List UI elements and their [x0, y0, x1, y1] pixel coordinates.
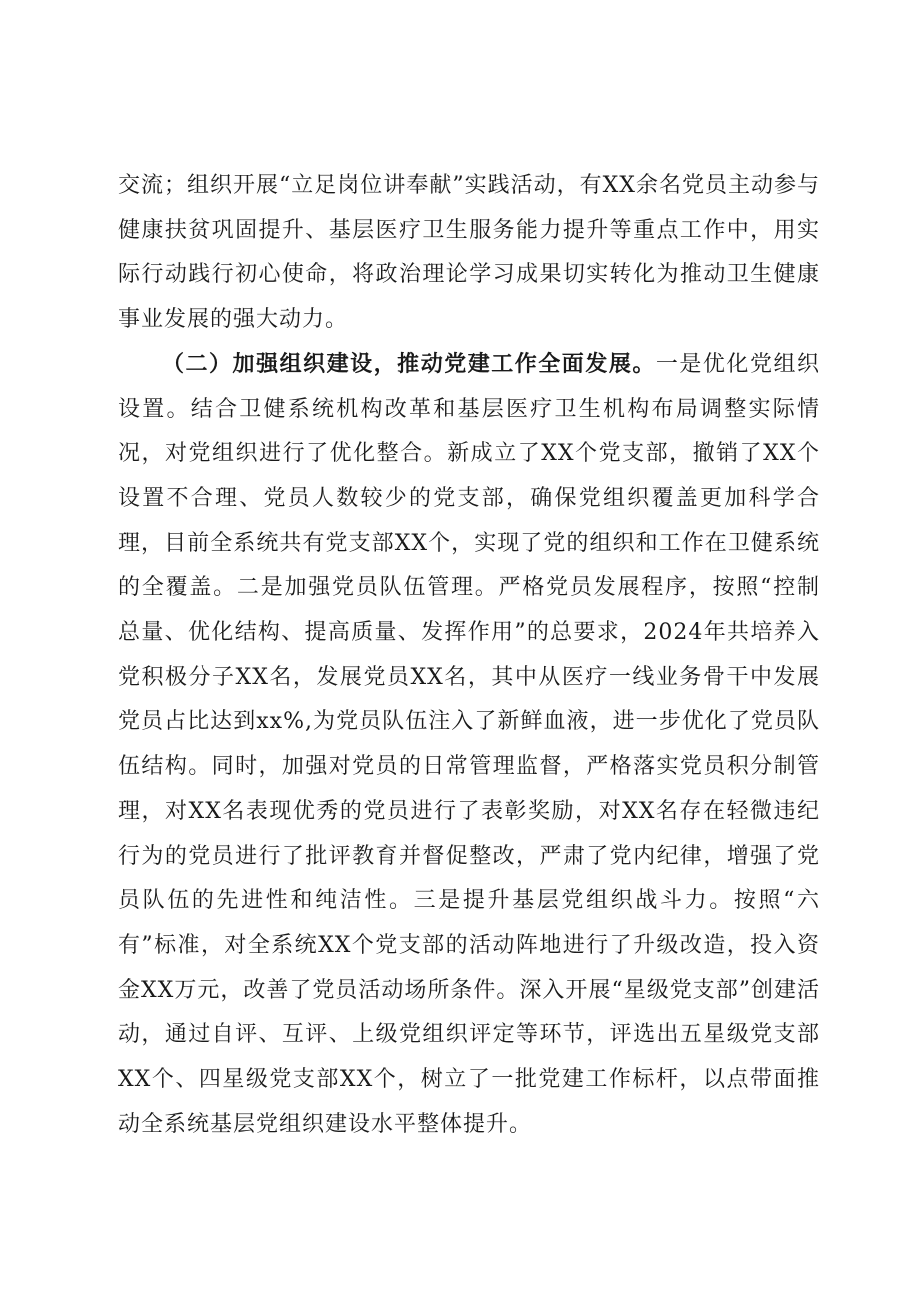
document-body	[118, 164, 820, 1147]
paragraph-continuation: 交流；组织开展“立足岗位讲奉献”实践活动，有XX余名党员主动参与健康扶贫巩固提升、基层医疗卫生服务能力提升等重点工作中，用实际行动践行初心使命，将政治理论学习成果切实转化为推动卫生健康事业发展的强大动力。	[118, 173, 820, 333]
section-body: 一是优化党组织设置。结合卫健系统机构改革和基层医疗卫生机构布局调整实际情况，对党组织进行了优化整合。新成立了XX个党支部，撤销了XX个设置不合理、党员人数较少的党支部，确保党组织覆盖更加科学合理，目前全系统共有党支部XX个，实现了党的组织和工作在卫健系统的全覆盖。二是加强党员队伍管理。严格党员发展程序，按照“控制总量、优化结构、提高质量、发挥作用”的总要求，2024年共培养入党积极分子XX名，发展党员XX名，其中从医疗一线业务骨干中发展党员占比达到xx%,为党员队伍注入了新鲜血液，进一步优化了党员队伍结构。同时，加强对党员的日常管理监督，严格落实党员积分制管理，对XX名表现优秀的党员进行了表彰奖励，对XX名存在轻微违纪行为的党员进行了批评教育并督促整改，严肃了党内纪律，增强了党员队伍的先进性和纯洁性。三是提升基层党组织战斗力。按照“六有”标准，对全系统XX个党支部的活动阵地进行了升级改造，投入资金XX万元，改善了党员活动场所条件。深入开展“星级党支部”创建活动，通过自评、互评、上级党组织评定等环节，评选出五星级党支部XX个、四星级党支部XX个，树立了一批党建工作标杆，以点带面推动全系统基层党组织建设水平整体提升。	[118, 351, 820, 1137]
paragraph-organization-building	[118, 343, 820, 1148]
section-heading: （二）加强组织建设，推动党建工作全面发展。	[162, 351, 656, 377]
